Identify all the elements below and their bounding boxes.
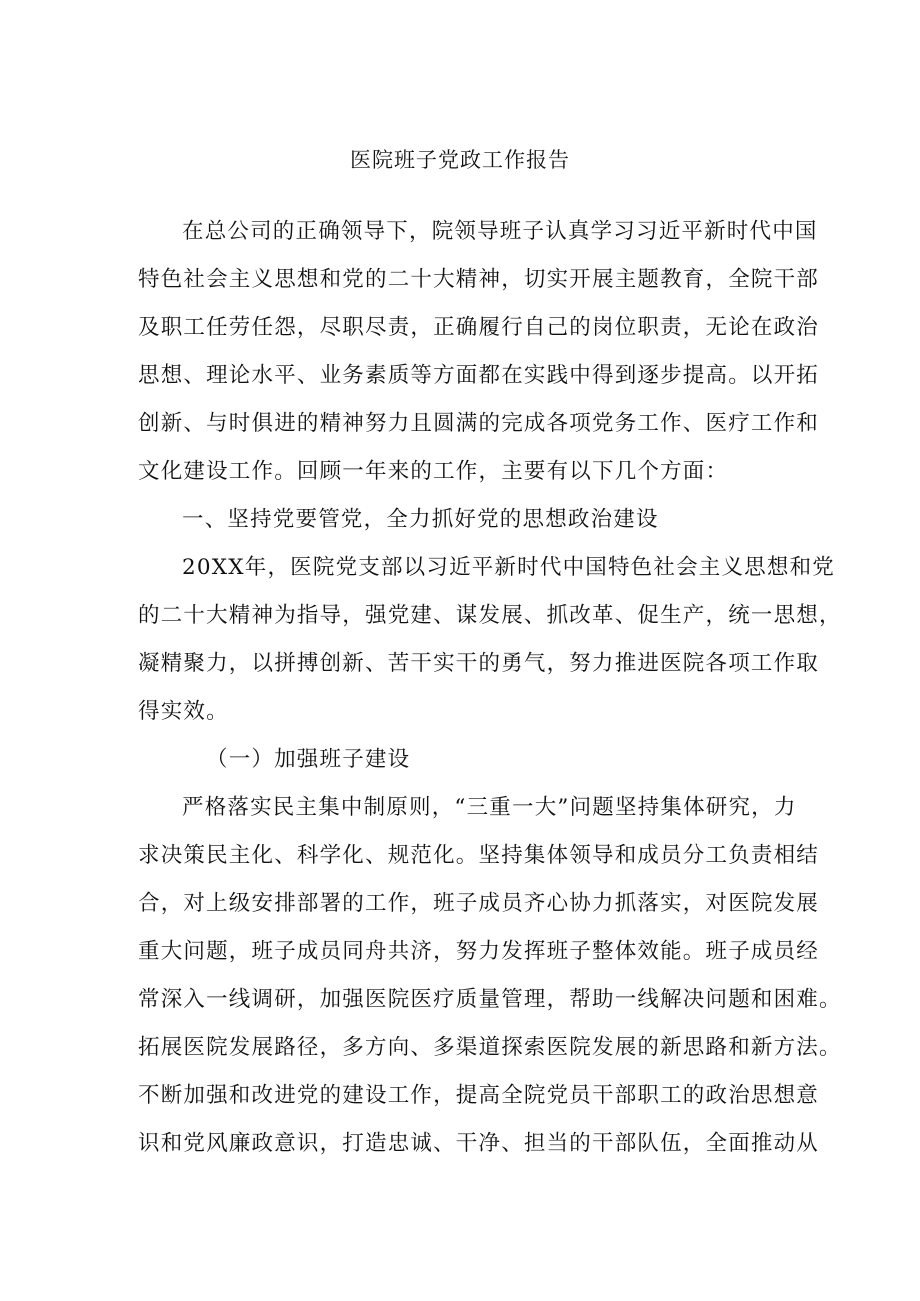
paragraph-line: 20XX年，医院党支部以习近平新时代中国特色社会主义思想和党 (182, 555, 835, 580)
subsection-heading: （一）加强班子建设 (206, 747, 411, 772)
paragraph-line: 文化建设工作。回顾一年来的工作，主要有以下几个方面： (138, 459, 729, 484)
document-title: 医院班子党政工作报告 (350, 148, 570, 172)
section-heading: 一、坚持党要管党，全力抓好党的思想政治建设 (182, 507, 659, 532)
paragraph-line: 在总公司的正确领导下，院领导班子认真学习习近平新时代中国 (182, 219, 818, 244)
paragraph-line: 思想、理论水平、业务素质等方面都在实践中得到逐步提高。以开拓 (138, 363, 820, 388)
paragraph-line: 创新、与时俱进的精神努力且圆满的完成各项党务工作、医疗工作和 (138, 411, 820, 436)
paragraph-line: 常深入一线调研，加强医院医疗质量管理，帮助一线解决问题和困难。 (138, 987, 842, 1012)
paragraph-line: 合，对上级安排部署的工作，班子成员齐心协力抓落实，对医院发展 (138, 891, 820, 916)
paragraph-line: 重大问题，班子成员同舟共济，努力发挥班子整体效能。班子成员经 (138, 939, 820, 964)
paragraph-line: 严格落实民主集中制原则，“三重一大”问题坚持集体研究，力 (182, 795, 797, 820)
paragraph-line: 及职工任劳任怨，尽职尽责，正确履行自己的岗位职责，无论在政治 (138, 315, 820, 340)
paragraph-line: 特色社会主义思想和党的二十大精神，切实开展主题教育，全院干部 (138, 267, 820, 292)
paragraph-line: 得实效。 (138, 699, 229, 724)
paragraph-line: 凝精聚力，以拼搏创新、苦干实干的勇气，努力推进医院各项工作取 (138, 651, 820, 676)
paragraph-line: 求决策民主化、科学化、规范化。坚持集体领导和成员分工负责相结 (138, 843, 820, 868)
paragraph-line: 的二十大精神为指导，强党建、谋发展、抓改革、促生产，统一思想， (138, 603, 842, 628)
paragraph-line: 拓展医院发展路径，多方向、多渠道探索医院发展的新思路和新方法。 (138, 1035, 842, 1060)
paragraph-line: 识和党风廉政意识，打造忠诚、干净、担当的干部队伍，全面推动从 (138, 1131, 820, 1156)
paragraph-line: 不断加强和改进党的建设工作，提高全院党员干部职工的政治思想意 (138, 1083, 820, 1108)
